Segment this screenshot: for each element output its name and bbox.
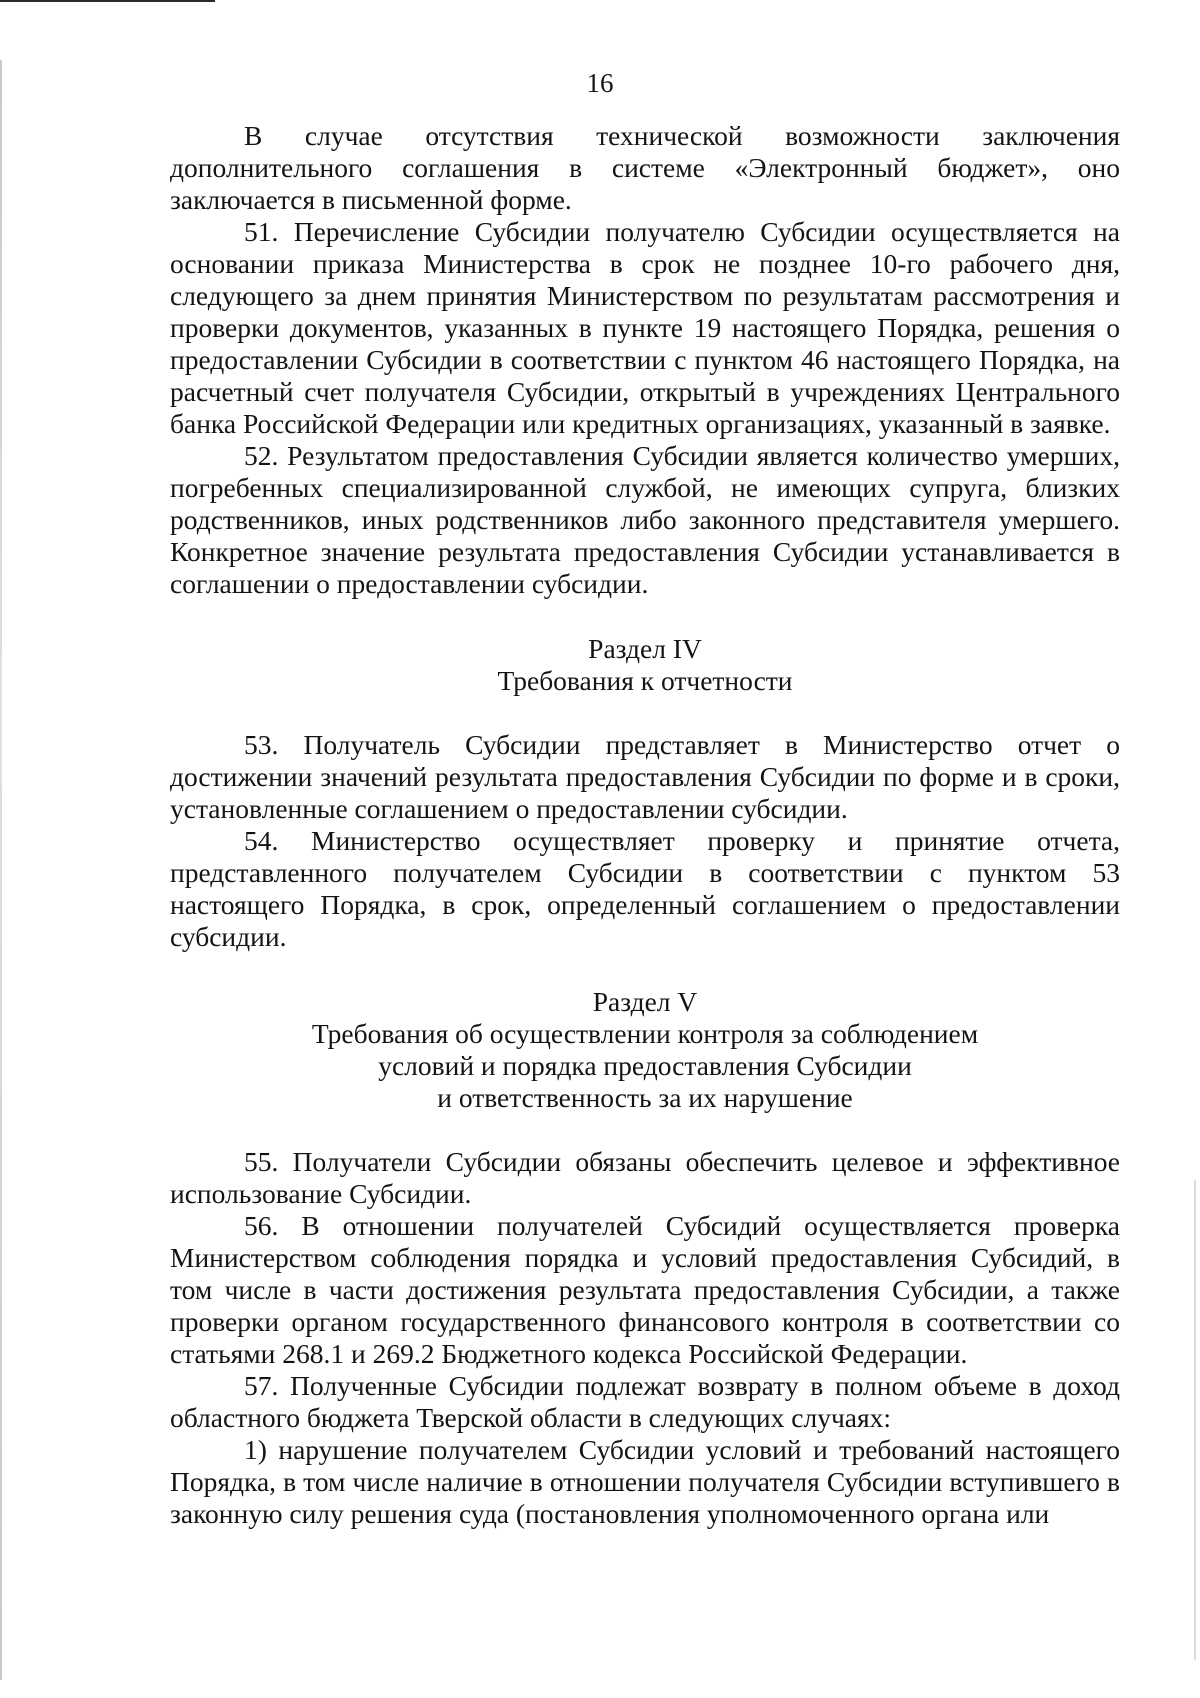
section-5-heading — [170, 986, 1120, 1114]
scan-edge-right — [1194, 1180, 1196, 1660]
spacer — [170, 600, 1120, 633]
section-5-title-line: Требования об осуществлении контроля за соблюдением — [311, 1018, 979, 1049]
paragraph-54: 54. Министерство осуществляет проверку и принятие отчета, представленного получателем Субсидии в соответствии с пунктом 53 настоящего Порядка, в срок, определенный соглашением о предоставлении субсидии. — [170, 825, 1120, 952]
scan-edge-left — [0, 60, 2, 1680]
section-4-label: Раздел IV — [588, 633, 702, 664]
document-body — [170, 120, 1120, 1530]
paragraph-57: 57. Полученные Субсидии подлежат возврату в полном объеме в доход областного бюджета Тверской области в следующих случаях: — [170, 1370, 1120, 1433]
section-5-label: Раздел V — [592, 986, 698, 1017]
spacer — [170, 1114, 1120, 1146]
spacer — [170, 953, 1120, 986]
paragraph-53: 53. Получатель Субсидии представляет в Министерство отчет о достижении значений результата предоставления Субсидии по форме и в сроки, установленные соглашением о предоставлении субсидии. — [170, 729, 1120, 824]
section-5-title-line: и ответственность за их нарушение — [437, 1082, 853, 1113]
section-4-heading — [170, 633, 1120, 697]
spacer — [170, 697, 1120, 729]
page-number: 16 — [586, 68, 614, 98]
paragraph-57-item-1: 1) нарушение получателем Субсидии условий и требований настоящего Порядка, в том числе наличие в отношении получателя Субсидии вступившего в законную силу решения суда (постановления уполномоченного органа или — [170, 1434, 1120, 1529]
scan-edge-top — [0, 0, 215, 2]
section-5-title-line: условий и порядка предоставления Субсидии — [378, 1050, 912, 1081]
paragraph-55: 55. Получатели Субсидии обязаны обеспечить целевое и эффективное использование Субсидии. — [170, 1146, 1120, 1209]
paragraph-52: 52. Результатом предоставления Субсидии является количество умерших, погребенных специализированной службой, не имеющих супруга, близких родственников, иных родственников либо законного представителя умершего. Конкретное значение результата предоставления Субсидии устанавливается в соглашении о предоставлении субсидии. — [170, 440, 1120, 599]
paragraph-continuation: В случае отсутствия технической возможности заключения дополнительного соглашения в системе «Электронный бюджет», оно заключается в письменной форме. — [170, 120, 1120, 215]
section-4-title: Требования к отчетности — [497, 665, 793, 696]
paragraph-56: 56. В отношении получателей Субсидий осуществляется проверка Министерством соблюдения порядка и условий предоставления Субсидий, в том числе в части достижения результата предоставления Субсидии, а также проверки органом государственного финансового контроля в соответствии со статьями 268.1 и 269.2 Бюджетного кодекса Российской Федерации. — [170, 1210, 1120, 1369]
paragraph-51: 51. Перечисление Субсидии получателю Субсидии осуществляется на основании приказа Министерства в срок не позднее 10-го рабочего дня, следующего за днем принятия Министерством по результатам рассмотрения и проверки документов, указанных в пункте 19 настоящего Порядка, решения о предоставлении Субсидии в соответствии с пунктом 46 настоящего Порядка, на расчетный счет получателя Субсидии, открытый в учреждениях Центрального банка Российской Федерации или кредитных организациях, указанный в заявке. — [170, 216, 1120, 439]
